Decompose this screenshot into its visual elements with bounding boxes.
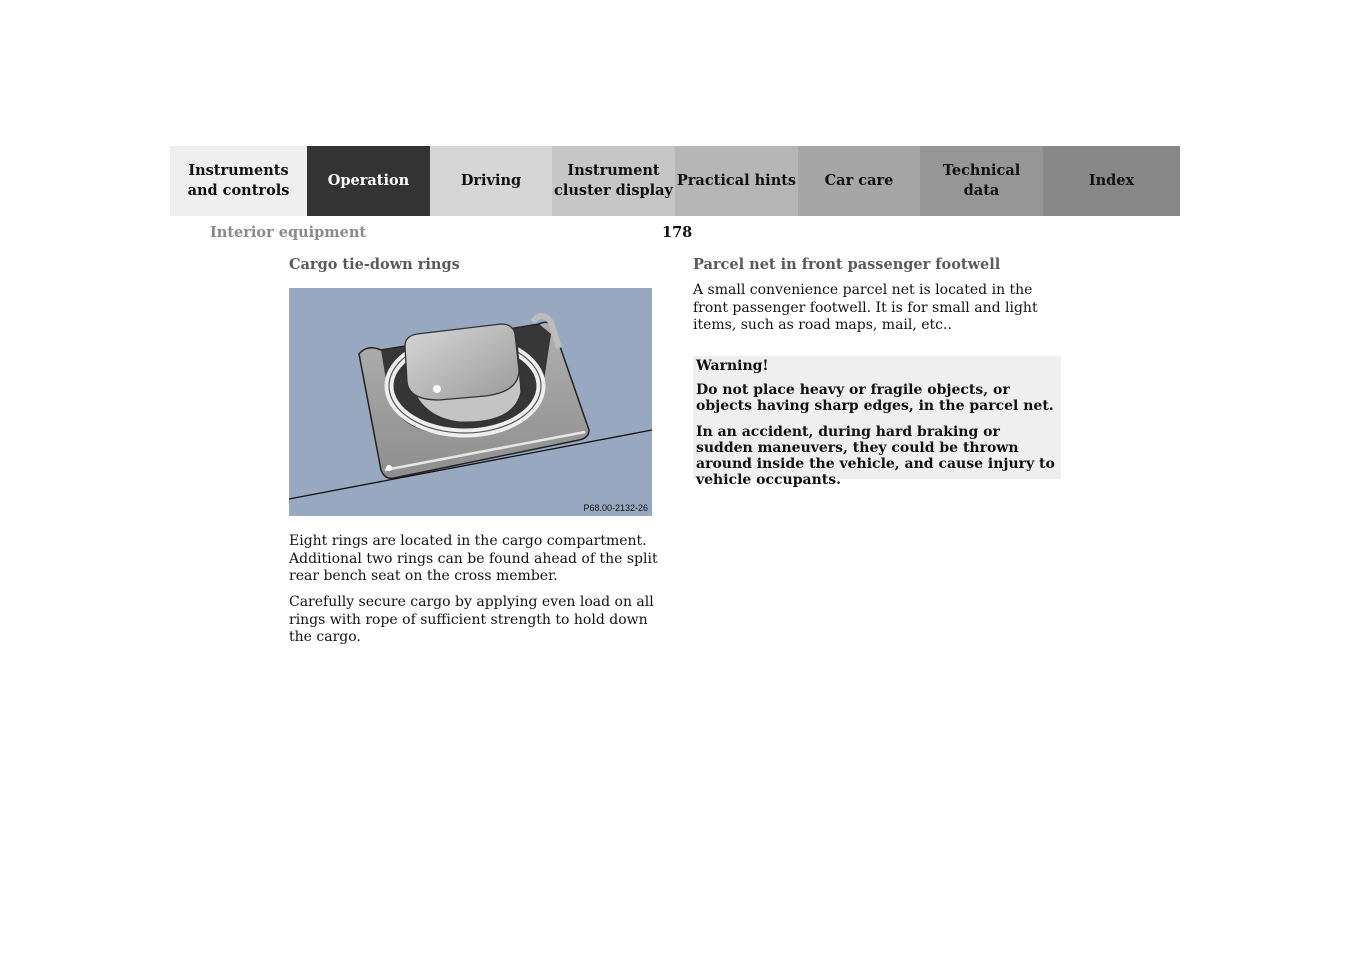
cargo-rings-paragraph-2: Carefully secure cargo by applying even load on all rings with rope of sufficient strength to hold down the cargo.: [289, 594, 654, 645]
tab-label: Instruments: [188, 162, 289, 179]
tab-label: Car care: [824, 172, 894, 189]
figure-label: P68.00-2132-26: [583, 503, 648, 513]
tie-down-ring-drawing: [289, 288, 652, 516]
page-number: 178: [662, 224, 693, 241]
tie-down-ring-illustration: [289, 288, 652, 516]
tab-label: data: [963, 182, 1000, 199]
tab-label: cluster display: [554, 182, 673, 199]
tab-driving[interactable]: [430, 146, 552, 216]
tab-instruments-and-controls[interactable]: [170, 146, 307, 216]
tab-label: Instrument: [567, 162, 660, 179]
tab-label: Driving: [460, 172, 522, 189]
tab-technical-data[interactable]: [920, 146, 1043, 216]
warning-text-1: Do not place heavy or fragile objects, or objects having sharp edges, in the parcel net.: [696, 382, 1054, 414]
tab-instrument-cluster-display[interactable]: [552, 146, 675, 216]
tab-label: Technical: [942, 162, 1021, 179]
section-title: Interior equipment: [210, 224, 367, 241]
cargo-rings-heading: Cargo tie-down rings: [289, 256, 460, 273]
tab-practical-hints[interactable]: [675, 146, 798, 216]
parcel-net-paragraph: A small convenience parcel net is located in the front passenger footwell. It is for small and light items, such as road maps, mail, etc..: [693, 282, 1038, 333]
tab-operation[interactable]: [307, 146, 430, 216]
chapter-navigation: [170, 146, 1180, 216]
cargo-rings-paragraph-1: Eight rings are located in the cargo compartment. Additional two rings can be found ahead of the split rear bench seat on the cross member.: [289, 533, 658, 584]
tab-label: Practical hints: [676, 172, 797, 189]
warning-box: [693, 356, 1061, 488]
tab-label: Operation: [327, 172, 410, 189]
tab-car-care[interactable]: [798, 146, 920, 216]
tab-label: and controls: [187, 182, 290, 199]
warning-text-2: In an accident, during hard braking or sudden maneuvers, they could be thrown around inside the vehicle, and cause injury to vehicle occupants.: [696, 424, 1055, 488]
parcel-net-heading: Parcel net in front passenger footwell: [693, 256, 1001, 273]
tab-index[interactable]: [1043, 146, 1180, 216]
warning-title: Warning!: [696, 358, 769, 374]
tab-label: Index: [1088, 172, 1135, 189]
